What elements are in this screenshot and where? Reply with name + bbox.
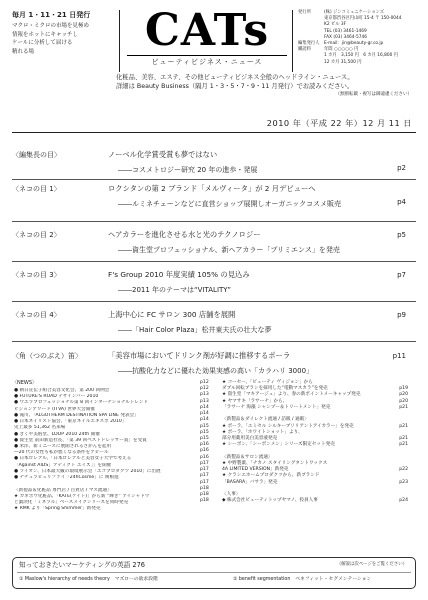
news-item-text: ★ ポーラ、「ホワイトショット」より、	[222, 429, 303, 435]
publisher-text: 東京都渋谷区円山町 15-4 〒 150-0044	[324, 16, 402, 22]
news-page-ref: p17	[200, 479, 209, 485]
news-item[interactable]: ● 資生堂 前田新造社長、「第 39 回ベストドレッサー賞」を受賞	[14, 437, 147, 443]
footer-term: ① Maslow's hierarchy of needs theory マズローの欲求段階	[19, 577, 158, 582]
news-item-text: ★ 中野製薬、「ナカノ スタイリングタントワックス	[222, 460, 328, 466]
entry-page[interactable]: p4	[397, 198, 406, 206]
news-item-page: p23	[399, 479, 408, 485]
divider	[12, 261, 416, 262]
news-item-page: p21	[399, 442, 408, 448]
news-item[interactable]: 史上最多 51,362 名来場	[14, 425, 66, 431]
news-item-page: p20	[399, 392, 408, 398]
issue-date: 2010 年（平成 22 年）12 月 11 日	[266, 118, 412, 128]
entry-subtitle: ――抗酸化力などに優れた効果実感の高い「カラハリ 3000」	[118, 367, 314, 375]
entry-title[interactable]: 「美容市場においてドリンク剤が好調に推移するポーラ	[108, 351, 291, 360]
news-item[interactable]	[200, 498, 414, 504]
publisher-text: FAX (03) 3464-5746	[324, 34, 367, 40]
news-item-text: ダブル回転ブラシを採用した“電動マスカラ”を発売	[222, 386, 328, 392]
news-list-right	[200, 380, 414, 504]
footer-term: ② benefit segmentation ベネフィット・セグメンテーション	[233, 577, 372, 582]
news-item[interactable]: ● 朝日宣伝子組合美容文化会、第 200 回例会	[14, 388, 110, 393]
publisher-text: 12 カ月 31,500 円	[324, 59, 362, 65]
entry-subtitle: ――2011 年のテーマは“VITALITY”	[118, 286, 232, 294]
news-page-ref: p15	[200, 423, 209, 429]
brand-block	[127, 7, 287, 67]
tagline	[12, 22, 115, 56]
publisher-text: TEL (03) 3461-1469	[324, 28, 367, 34]
contents-entry[interactable]	[12, 310, 416, 340]
news-list-left	[14, 388, 194, 512]
publisher-label: 購読料	[298, 47, 311, 53]
news-page-ref: p17	[200, 473, 209, 479]
intro-line: 化粧品、美容、エステ、その他ビューティビジネス全般のヘッドライン・ニュース。	[116, 74, 354, 81]
publisher-info	[292, 10, 416, 72]
tagline-line: ケールに分析して届ける	[12, 40, 73, 46]
news-item[interactable]: ―20 代の女性も私が悪くなる条件をアピール	[14, 450, 109, 456]
publisher-text: E-mail：jin@beauty-gr.co.jp	[324, 41, 384, 47]
news-item-text: 〈新製品＆サロン流通〉	[222, 454, 273, 460]
entry-subtitle: ――コスメトロジー研究 20 年の進歩・発展	[118, 166, 258, 174]
tagline-line: 精れる場	[12, 48, 35, 55]
entry-page[interactable]: p5	[397, 231, 406, 239]
news-item[interactable]: ● ナチュラピュリファイ「24hCosme」に 関根進	[14, 475, 119, 481]
entry-category: 〈ネコの目 3〉	[12, 271, 61, 279]
publisher-label: 編集発行人	[298, 41, 320, 47]
news-page-ref: p18	[200, 498, 209, 504]
marketing-english-box	[12, 557, 416, 589]
news-item[interactable]: ● FUTURE'S ROAD デザインバー 2010	[14, 394, 99, 400]
entry-category: 〈ネコの目 2〉	[12, 231, 61, 239]
news-page-ref: p16	[200, 448, 209, 454]
entry-page[interactable]: p2	[397, 164, 406, 172]
cats-logo: CATs	[144, 5, 270, 56]
divider	[12, 341, 416, 342]
news-item-text: 〈新製品＆ダイレクト流通 / 訪販 / 通販〉	[222, 417, 309, 423]
news-item-text: 4A LIMITED VERSION」新発売	[222, 467, 289, 473]
news-item-text: 部分用薬用美白美容液発売	[222, 435, 278, 441]
entry-page[interactable]: p7	[397, 271, 406, 279]
publisher-text: 1 カ月 3,150 円 6 カ月 16,800 円	[324, 53, 399, 59]
footer-note: （解説は次ページをご覧ください）	[336, 562, 407, 567]
entry-subtitle: ――「Hair Color Plaza」松井東夫氏の壮大な夢	[118, 326, 272, 334]
news-item[interactable]: ● 滝川、「ALGOTHERM DESTINATION SPA LINE 発表会」	[14, 412, 139, 418]
news-heading: 〈NEWS〉	[12, 380, 38, 386]
logo-subtitle: ビューティビジネス・ニュース	[127, 55, 287, 67]
news-item-text: ★ クラシエホームプロダクツから、新ブランド	[222, 473, 320, 479]
intro-line: 詳細は Beauty Business（隔月 1・3・5・7・9・11 月発行）でお読みください。	[116, 82, 354, 90]
contents-entry[interactable]	[12, 351, 416, 381]
news-item[interactable]: ● ウエラプロフェッショナル第 8 回インターナショナルトレンド	[14, 400, 149, 406]
news-page-ref: p14	[200, 411, 209, 417]
news-page-ref: p16	[200, 442, 209, 448]
news-item-text: ★ コーセー、「ビューティ ヴィジョン」から	[222, 380, 313, 385]
news-item-page: p19	[399, 386, 408, 392]
publisher-label: 発行所	[298, 10, 311, 15]
news-page-ref: p15	[200, 429, 209, 435]
news-page-ref: p15	[200, 435, 209, 441]
news-page-ref: p12	[200, 380, 209, 385]
contents-entry[interactable]	[12, 184, 416, 214]
news-page-ref: p16	[200, 454, 209, 460]
news-page-ref: p17	[200, 467, 209, 473]
news-item-text: ◆ 株式会社ビューティトップヤマノ、役員人事	[222, 498, 318, 504]
news-item-page: p21	[399, 404, 408, 410]
divider	[12, 301, 416, 302]
news-item[interactable]: と濃淡化「ミネラル」ベースメイクシリーズを同時発売	[14, 499, 129, 505]
publisher-text: (株) ジンコミュニケーションズ	[324, 10, 385, 15]
contents-entry[interactable]	[12, 150, 416, 180]
news-page-ref: p14	[200, 417, 209, 423]
contents-entry[interactable]	[12, 230, 416, 260]
entry-title[interactable]: F's Group 2010 年度実績 105% の見込み	[108, 270, 250, 279]
entry-category: 〈編集長の目〉	[12, 151, 61, 159]
schedule-box	[12, 10, 120, 72]
news-item-text: ★ シーボン、「シーボンメン」シリーズ限定セット発売	[222, 442, 335, 448]
divider	[12, 179, 416, 180]
tagline-line: 情報をホットにキャッチし	[12, 31, 79, 38]
news-page-ref: p12	[200, 386, 209, 392]
entry-subtitle: ――ルミネチェーンなどに直営ショップ展開しオーガニックコスメ販売	[118, 200, 341, 208]
intro-text	[116, 74, 416, 97]
news-item-text: 「ラサーナ 海藻 シャンプー＆トリートメント」発売	[222, 404, 331, 410]
publisher-text: K2 ビル 3F	[324, 22, 347, 28]
footer-title: 知っておきたいマーケティングの英語 276	[19, 561, 145, 569]
entry-page[interactable]: p9	[397, 311, 406, 319]
news-item-page: p21	[399, 423, 408, 429]
news-item-text: ★ 資生堂「マキアージュ」より、春の新ポイントメーキャップ発売	[222, 392, 361, 398]
tagline-line: マクロ・ミクロの市場を見極め	[12, 23, 90, 29]
entry-title[interactable]: ヘアカラーを進化させる水と光のテクノロジー	[108, 230, 261, 239]
news-item-page: p21	[399, 435, 408, 441]
news-item[interactable]: ● きくや美粧堂、LOOP 2010 24th 開催	[14, 431, 100, 437]
news-item[interactable]: ● ライオン、日本最大級の環境展示会「エコプロダクツ 2010」に出展	[14, 468, 161, 474]
news-item-text: 「BASARA」バサラ」発売	[222, 479, 278, 485]
news-item-text: ★ ポーラ、「エミセル シルキーブリリアントアイカラー」を発売	[222, 423, 354, 429]
masthead	[12, 5, 416, 72]
news-item[interactable]: 「Against AIDS」アディクト エイズ」」を開催	[14, 462, 112, 468]
divider	[17, 572, 411, 573]
news-item-text: ★ ヤマサキ「ラサーナ」から、	[222, 398, 288, 404]
contents-entry[interactable]	[12, 270, 416, 300]
divider	[12, 221, 416, 222]
publisher-line	[298, 60, 416, 66]
news-page-ref: p14	[200, 404, 209, 410]
news-page-ref: p18	[200, 485, 209, 491]
entry-title[interactable]: ロクシタンの第 2 ブランド「メルヴィータ」が 2 月デビューへ	[108, 184, 316, 193]
news-item[interactable]: ● 米洋、新ミニースに展開されるさかんを起用	[14, 443, 112, 449]
news-page-ref: p13	[200, 398, 209, 404]
reproduction-note: （無断転載・複写は御遠慮ください）	[335, 92, 412, 97]
entry-subtitle: ――資生堂プロフェッショナル、新ヘアカラー「プリミエンス」を発売	[118, 246, 340, 254]
publisher-text: 年間 ○○○○○ 円	[324, 47, 359, 53]
entry-category: 〈ネコの目 1〉	[12, 185, 61, 193]
news-item[interactable]: ★ RMK より「Spring Shimmer」新発売	[14, 506, 101, 512]
news-item[interactable]: ビジョンアワード (ITVA) 世界大会開催	[14, 406, 95, 412]
entry-category: 〈角（つのぶえ）笛〉	[12, 352, 82, 360]
publication-schedule: 毎月 1・11・21 日発行	[12, 11, 91, 19]
news-item-text: 〈人事〉	[222, 491, 241, 497]
news-item[interactable]: ● 日本ロレアル、「日本ロレアルと美容女子大学で考える	[14, 456, 132, 462]
news-item-page: p24	[399, 498, 408, 504]
entry-category: 〈ネコの目 4〉	[12, 311, 61, 319]
news-item-page: p22	[399, 467, 408, 473]
entry-page[interactable]: p11	[392, 352, 406, 360]
news-item-page: p20	[399, 398, 408, 404]
news-page-ref: p17	[200, 460, 209, 466]
entry-title[interactable]: ノーベル化学賞受賞も夢ではない	[108, 150, 218, 159]
news-item[interactable]: ● 日本ネイリスト協会、「東京ネイルエキスポ 2010」	[14, 419, 127, 425]
divider	[12, 132, 416, 133]
news-item[interactable]: 〈新製品＆化粧品 専門店 / 百貨店 / マス流通〉	[14, 487, 112, 493]
news-item[interactable]: ★ カネボウ化粧品、「KATE(ケイト)」から新 “輝き” アイシャドウ	[14, 493, 150, 499]
news-page-ref: p18	[200, 491, 209, 497]
entry-title[interactable]: 上海中心に FC サロン 300 店舗を展開	[108, 310, 236, 319]
news-page-ref: p13	[200, 392, 209, 398]
